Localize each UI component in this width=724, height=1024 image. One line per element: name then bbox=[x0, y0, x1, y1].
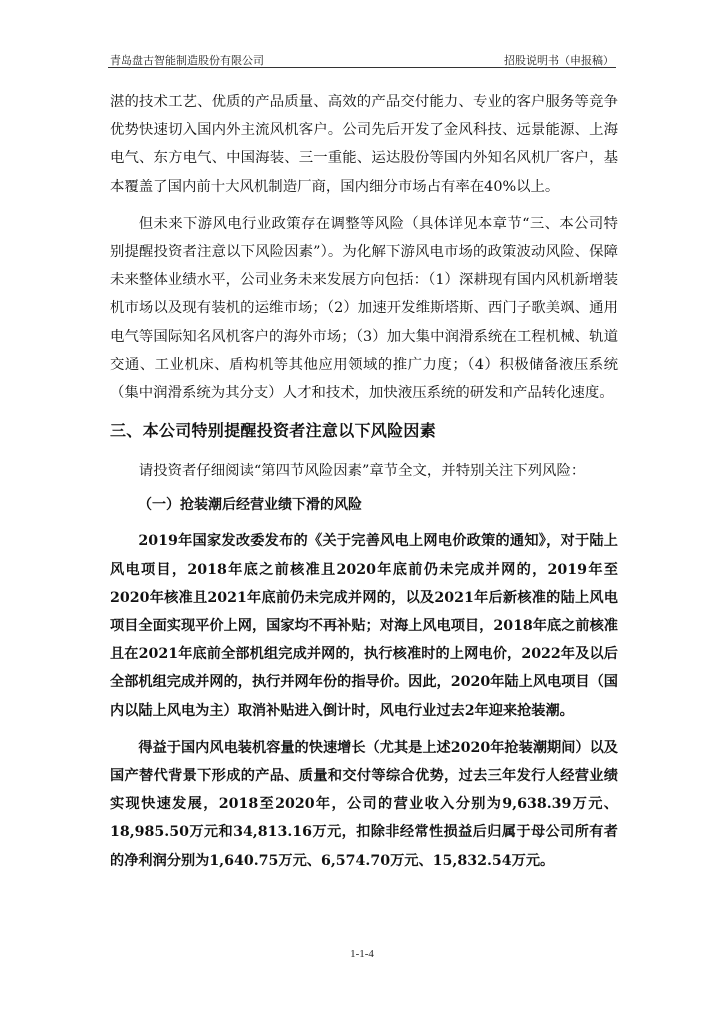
body-paragraph-2: 但未来下游风电行业政策存在调整等风险（具体详见本章节“三、本公司特别提醒投资者注意以下风险因素”）。为化解下游风电市场的政策波动风险、保障未来整体业绩水平，公司业务未来发展方向包括：（1）深耕现有国内风机新增装机市场以及现有装机的运维市场；（2）加速开发维斯塔斯、西门子歌美飒、通用电气等国际知名风机客户的海外市场；（3）加大集中润滑系统在工程机械、轨道交通、工业机床、盾构机等其他应用领域的推广力度；（4）积极储备液压系统（集中润滑系统为其分支）人才和技术，加快液压系统的研发和产品转化速度。 bbox=[110, 215, 618, 402]
section-heading-risk-factors: 三、本公司特别提醒投资者注意以下风险因素 bbox=[110, 421, 437, 441]
page-header bbox=[108, 50, 616, 68]
page-number: 1-1-4 bbox=[350, 948, 374, 960]
header-divider bbox=[108, 67, 616, 68]
section-intro: 请投资者仔细阅读“第四节风险因素”章节全文，并特别关注下列风险： bbox=[138, 463, 586, 480]
body-paragraph-1: 湛的技术工艺、优质的产品质量、高效的产品交付能力、专业的客户服务等竞争优势快速切入国内外主流风机客户。公司先后开发了金风科技、远景能源、上海电气、东方电气、中国海装、三一重能、运达股份等国内外知名风机厂客户，基本覆盖了国内前十大风机制造厂商，国内细分市场占有率在40%以上。 bbox=[110, 94, 618, 195]
risk-paragraph-1: 2019年国家发改委发布的《关于完善风电上网电价政策的通知》，对于陆上风电项目，2018年底之前核准且2020年底前仍未完成并网的，2019年至2020年核准且2021年底前仍未完成并网的，以及2021年后新核准的陆上风电项目全面实现平价上网，国家均不再补贴；对海上风电项目，2018年底之前核准且在2021年底前全部机组完成并网的，执行核准时的上网电价，2022年及以后全部机组完成并网的，执行并网年份的指导价。因此，2020年陆上风电项目（国内以陆上风电为主）取消补贴进入倒计时，风电行业过去2年迎来抢装潮。 bbox=[110, 533, 618, 719]
risk-paragraph-2: 得益于国内风电装机容量的快速增长（尤其是上述2020年抢装潮期间）以及国产替代背景下形成的产品、质量和交付等综合优势，过去三年发行人经营业绩实现快速发展，2018至2020年，公司的营业收入分别为9,638.39万元、18,985.50万元和34,813.16万元，扣除非经常性损益后归属于母公司所有者的净利润分别为1,640.75万元、6,574.70万元、15,832.54万元。 bbox=[110, 739, 618, 869]
header-company-name: 青岛盘古智能制造股份有限公司 bbox=[110, 54, 264, 67]
subsection-heading-1: （一）抢装潮后经营业绩下滑的风险 bbox=[138, 497, 362, 514]
page-body bbox=[110, 88, 618, 875]
header-document-type: 招股说明书（申报稿） bbox=[504, 54, 614, 67]
